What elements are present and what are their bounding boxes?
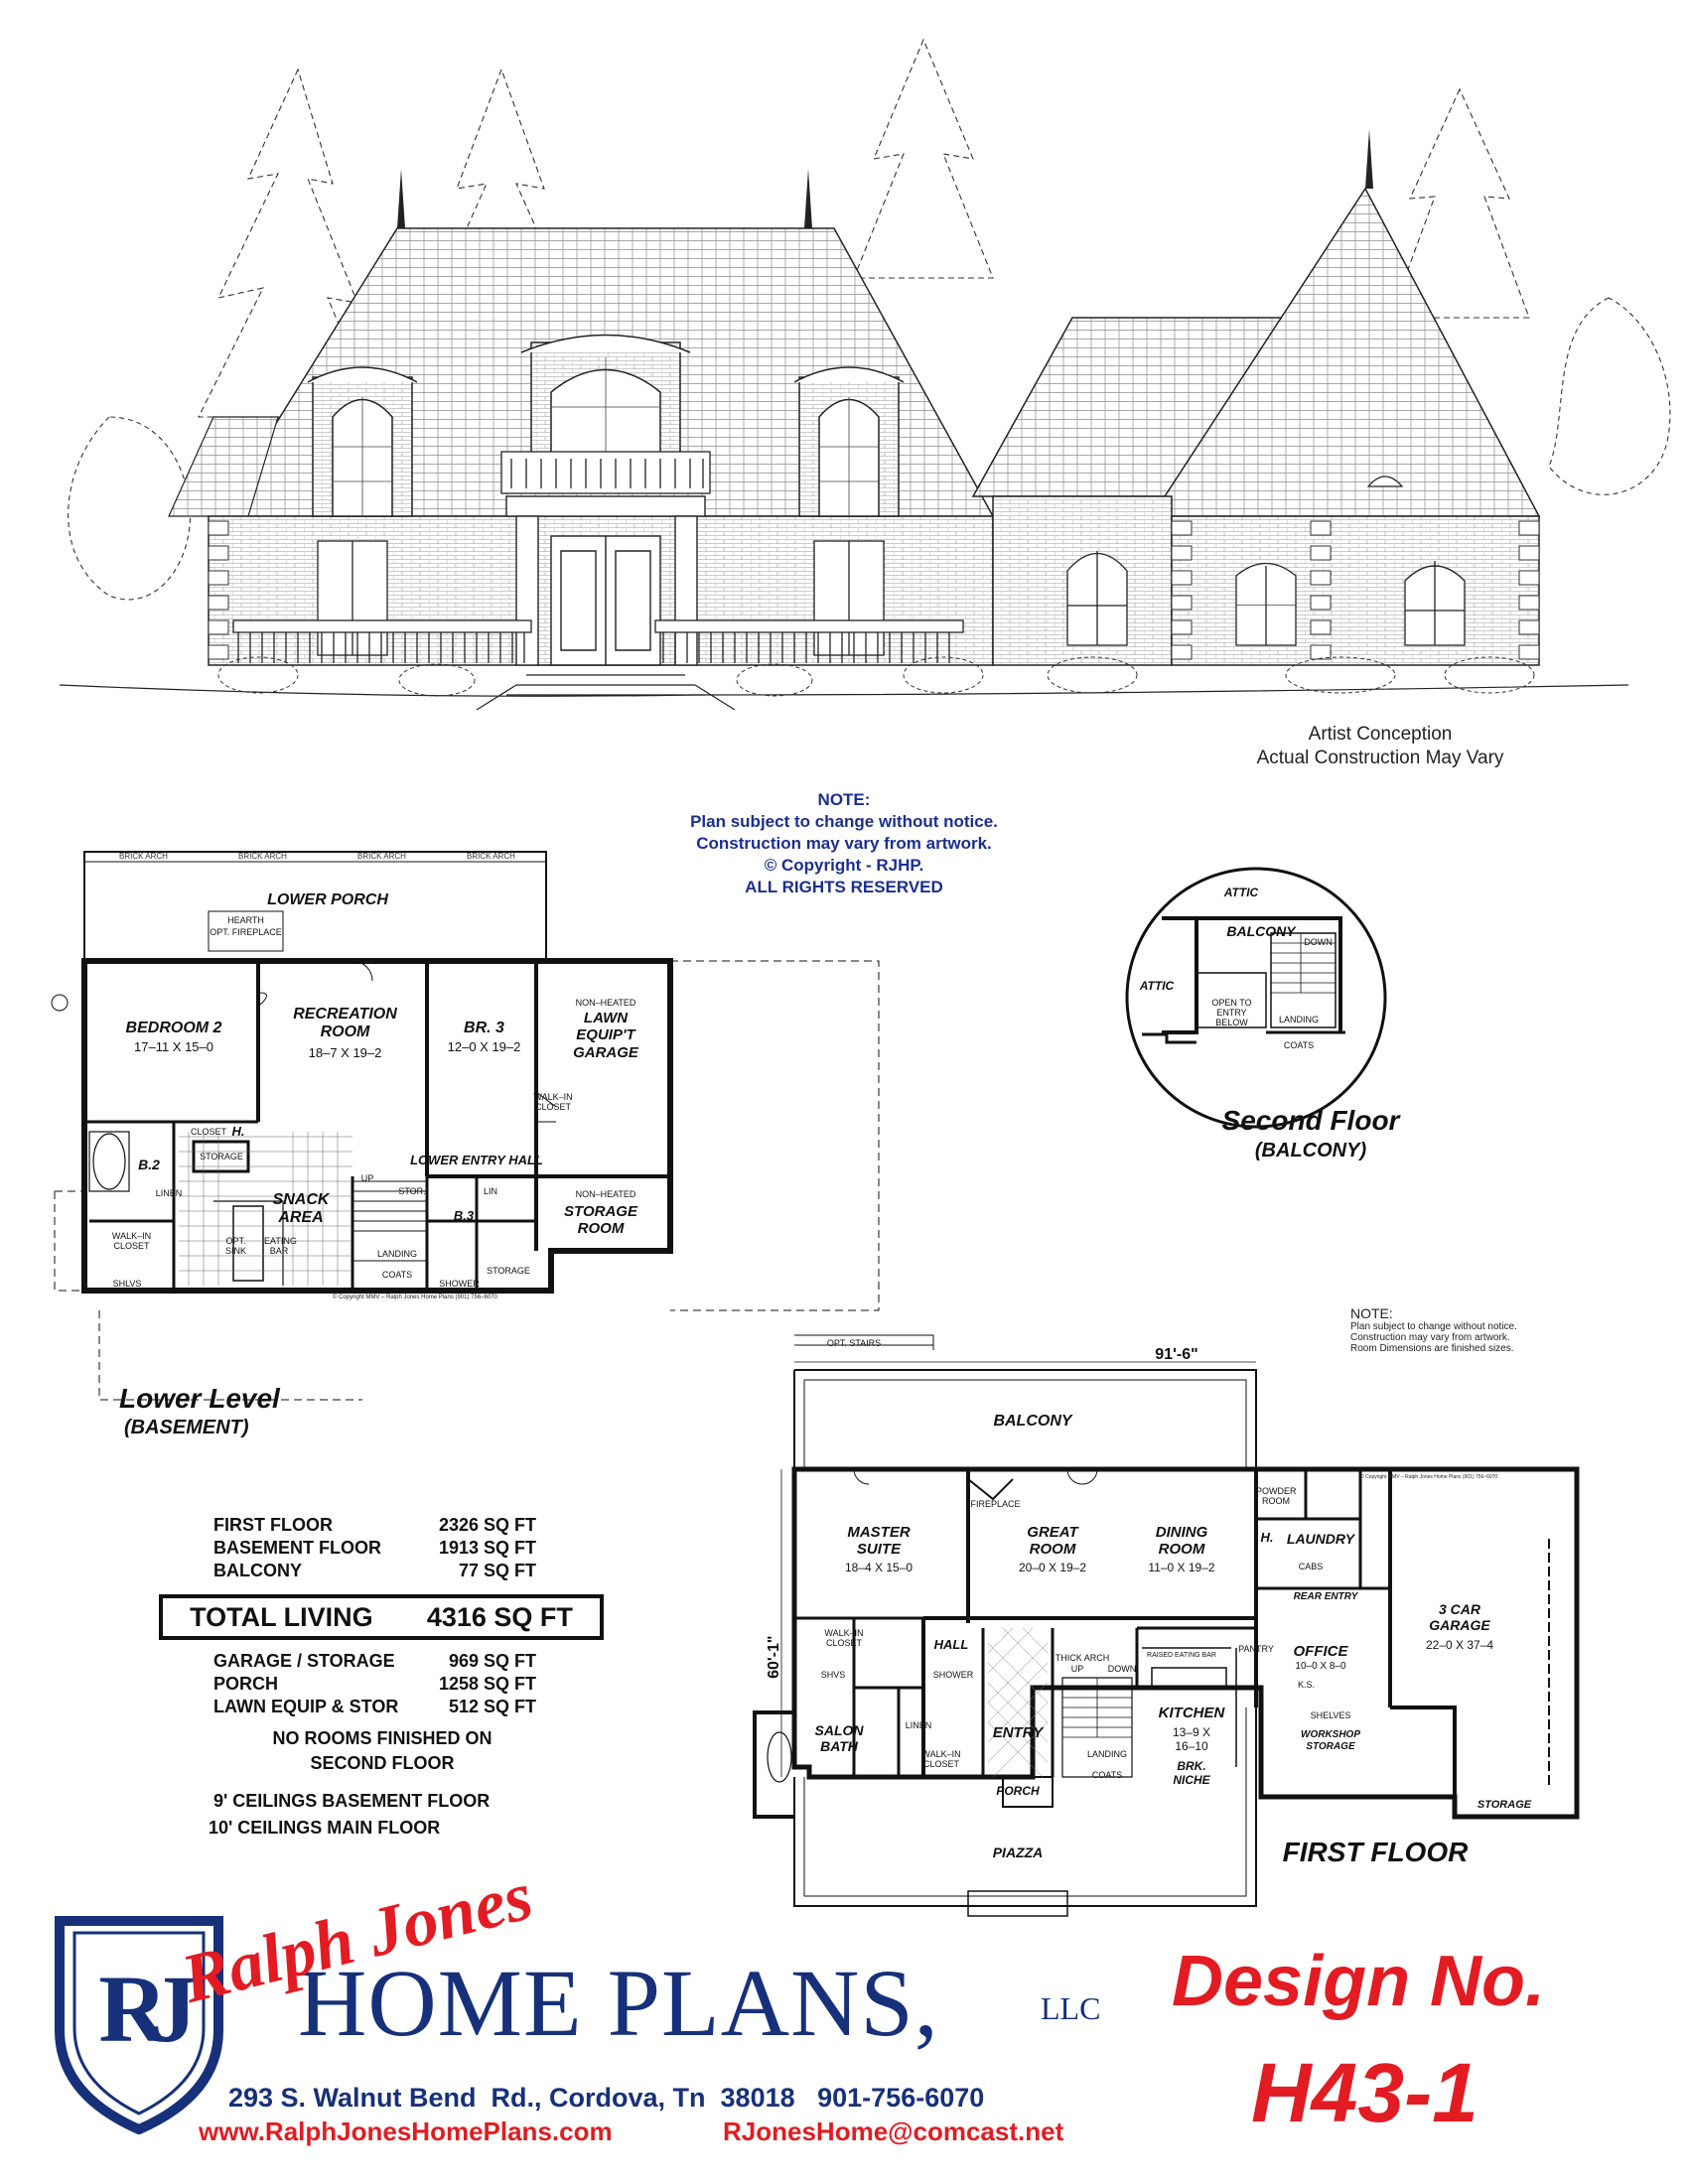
opt-stairs-label: OPT. STAIRS [826, 1338, 882, 1348]
note-line1: Plan subject to change without notice. [690, 812, 998, 832]
ceilings-line1: 9' CEILINGS BASEMENT FLOOR [213, 1791, 491, 1812]
fireplace-1st-label: FIREPLACE [970, 1499, 1021, 1509]
note-copyright: © Copyright - RJHP. [764, 856, 924, 876]
fireplace-label: OPT. FIREPLACE [210, 927, 282, 937]
powder-room-label: POWDER ROOM [1256, 1486, 1297, 1506]
garage-storage-label: STORAGE [1477, 1799, 1532, 1811]
sqft-label: LAWN EQUIP & STOR [213, 1697, 399, 1716]
caption-line2: Actual Construction May Vary [1256, 747, 1504, 768]
attic-left-label: ATTIC [1139, 979, 1175, 993]
lawn-nonheated-label: NON–HEATED [575, 998, 636, 1008]
up-label: UP [360, 1173, 374, 1183]
attic-top-label: ATTIC [1223, 886, 1259, 899]
thick-arch-label: THICK ARCH [1055, 1653, 1110, 1663]
shower-label: SHOWER [439, 1279, 480, 1289]
no-rooms-line1: NO ROOMS FINISHED ON [272, 1728, 492, 1748]
hearth-label: HEARTH [227, 915, 264, 925]
brick-arch-label-1: BRICK ARCH [119, 852, 168, 861]
storage-nonheated-label: NON–HEATED [575, 1189, 636, 1199]
second-floor-subtitle: (BALCONY) [1254, 1140, 1367, 1161]
walkin-closet-1-label: WALK–IN CLOSET [824, 1628, 864, 1648]
shelves-label: SHELVES [1310, 1710, 1351, 1720]
rear-entry-label: REAR ENTRY [1293, 1591, 1358, 1602]
closet-label: CLOSET [190, 1127, 226, 1137]
company-address: 293 S. Walnut Bend Rd., Cordova, Tn 38018 901-756-6070 [228, 2083, 985, 2113]
bedroom-2-dims: 17–11 X 15–0 [134, 1039, 213, 1054]
design-number-label: Design No. [1172, 1942, 1546, 2021]
storage-b3-label: STORAGE [487, 1266, 530, 1276]
office-dims: 10–0 X 8–0 [1295, 1661, 1346, 1672]
b2-label: B.2 [138, 1157, 160, 1172]
cabs-label: CABS [1298, 1562, 1324, 1571]
storage-room-label: STORAGE ROOM [564, 1203, 637, 1238]
office-label: OFFICE [1293, 1643, 1348, 1660]
hall-label: HALL [933, 1637, 969, 1652]
sqft-value: 969 SQ FT [448, 1651, 536, 1671]
lower-level-copyright: © Copyright MMV – Ralph Jones Home Plans (901) 756–6070 [333, 1295, 497, 1300]
shvs-label: SHVS [820, 1670, 846, 1680]
br-3-label: BR. 3 [464, 1020, 504, 1036]
recreation-room-label: RECREATION ROOM [293, 1006, 397, 1041]
pantry-label: PANTRY [1238, 1644, 1274, 1654]
coats-label: COATS [381, 1270, 413, 1280]
laundry-label: LAUNDRY [1286, 1531, 1355, 1547]
no-rooms-line2: SECOND FLOOR [310, 1753, 455, 1774]
square-footage-block [149, 1514, 616, 1842]
sqft-bottom-table [213, 1650, 536, 1718]
note-right-line2: Construction may vary from artwork. [1350, 1332, 1510, 1343]
entry-label: ENTRY [992, 1724, 1044, 1741]
ceilings-note [209, 1788, 616, 1842]
note-right-title: NOTE: [1350, 1305, 1393, 1321]
breakfast-niche-label: BRK. NICHE [1173, 1759, 1210, 1787]
sqft-row [213, 1696, 536, 1718]
landing-label: LANDING [376, 1249, 417, 1259]
shlvs-label: SHLVS [112, 1279, 142, 1289]
brand-llc: LLC [1041, 1990, 1101, 2026]
great-room-label: GREAT ROOM [1027, 1524, 1078, 1559]
sqft-label: GARAGE / STORAGE [213, 1651, 395, 1671]
overall-depth-dim: 60'-1" [765, 1635, 782, 1679]
kitchen-label: KITCHEN [1158, 1705, 1225, 1721]
linen-1st-label: LINEN [905, 1720, 932, 1730]
walkin-closet-2-label: WALK–IN CLOSET [921, 1749, 961, 1769]
design-number-value: H43-1 [1251, 2046, 1478, 2139]
down-1st-label: DOWN [1107, 1664, 1137, 1674]
garage-dims: 22–0 X 37–4 [1425, 1638, 1494, 1652]
note-rights: ALL RIGHTS RESERVED [745, 878, 943, 897]
sqft-label: FIRST FLOOR [213, 1515, 333, 1535]
coats-2nd-label: COATS [1283, 1040, 1315, 1050]
walkin-closet-b2-label: WALK–IN CLOSET [111, 1231, 152, 1251]
second-floor-title: Second Floor [1221, 1105, 1400, 1136]
br-3-dims: 12–0 X 19–2 [447, 1039, 521, 1054]
sqft-row [213, 1537, 536, 1560]
rj-monogram: RJ [98, 1956, 180, 2062]
lawn-equip-label: LAWN EQUIP'T GARAGE [573, 1010, 638, 1061]
laundry-h-label: H. [1260, 1530, 1274, 1545]
caption-line1: Artist Conception [1308, 724, 1453, 745]
piazza-label: PIAZZA [992, 1844, 1044, 1860]
company-email[interactable]: RJonesHome@comcast.net [723, 2116, 1064, 2146]
salon-bath-label: SALON BATH [814, 1722, 864, 1755]
snack-area-label: SNACK AREA [272, 1191, 330, 1227]
note-right-line1: Plan subject to change without notice. [1350, 1321, 1517, 1332]
no-rooms-note [149, 1726, 616, 1776]
brick-arch-label-3: BRICK ARCH [357, 852, 406, 861]
brand-home-plans: HOME PLANS, [298, 1950, 939, 2056]
overall-width-dim: 91'-6" [1155, 1346, 1198, 1363]
dining-room-label: DINING ROOM [1155, 1524, 1208, 1559]
ks-label: K.S. [1297, 1680, 1315, 1690]
landing-2nd-label: LANDING [1278, 1015, 1319, 1024]
sqft-row [213, 1673, 536, 1696]
total-living-label: TOTAL LIVING [190, 1601, 373, 1632]
first-floor-title: FIRST FLOOR [1282, 1837, 1469, 1867]
linen-label: LINEN [155, 1188, 183, 1198]
sqft-value: 512 SQ FT [448, 1697, 536, 1716]
sqft-label: PORCH [213, 1674, 279, 1694]
garage-label: 3 CAR GARAGE [1429, 1601, 1490, 1634]
eating-bar-label: EATING BAR [264, 1236, 297, 1256]
brand-script-name: Ralph Jones [174, 1857, 540, 2019]
master-suite-dims: 18–4 X 15–0 [844, 1561, 914, 1574]
walkin-closet-br3-label: WALK–IN CLOSET [533, 1092, 573, 1112]
porch-label: PORCH [996, 1784, 1040, 1798]
lower-level-title: Lower Level [119, 1383, 280, 1414]
balcony-1st-label: BALCONY [993, 1413, 1072, 1430]
brick-arch-label-2: BRICK ARCH [238, 852, 287, 861]
sqft-value: 77 SQ FT [458, 1561, 536, 1580]
note-line2: Construction may vary from artwork. [696, 834, 992, 854]
lin-label: LIN [483, 1186, 497, 1196]
recreation-room-dims: 18–7 X 19–2 [308, 1045, 382, 1060]
lower-porch-label: LOWER PORCH [267, 891, 388, 908]
sqft-row [213, 1514, 536, 1537]
b3-label: B.3 [453, 1208, 475, 1223]
lower-level-subtitle: (BASEMENT) [124, 1417, 249, 1438]
hall-h-label: H. [231, 1124, 245, 1139]
landing-1st-label: LANDING [1086, 1749, 1127, 1759]
balcony-2nd-label: BALCONY [1226, 923, 1296, 939]
sqft-value: 2326 SQ FT [438, 1515, 536, 1535]
opt-sink-label: OPT. SINK [224, 1236, 246, 1256]
note-right-line3: Room Dimensions are finished sizes. [1350, 1343, 1514, 1354]
ceilings-line2: 10' CEILINGS MAIN FLOOR [209, 1818, 441, 1839]
stor-label: STOR. [398, 1186, 426, 1196]
great-room-dims: 20–0 X 19–2 [1018, 1561, 1087, 1574]
storage-small-label: STORAGE [200, 1152, 243, 1161]
up-1st-label: UP [1070, 1664, 1084, 1674]
total-living-value: 4316 SQ FT [426, 1601, 573, 1632]
first-floor-copyright: © Copyright MMV – Ralph Jones Home Plans (901) 756–6070 [1360, 1474, 1498, 1480]
shower-1st-label: SHOWER [932, 1670, 974, 1680]
brick-arch-label-4: BRICK ARCH [467, 852, 515, 861]
sqft-top-table [213, 1514, 536, 1582]
total-living-box [159, 1594, 604, 1640]
sqft-label: BALCONY [213, 1561, 302, 1580]
master-suite-label: MASTER SUITE [847, 1524, 911, 1559]
dining-room-dims: 11–0 X 19–2 [1148, 1561, 1215, 1574]
sqft-row [213, 1560, 536, 1582]
sqft-value: 1913 SQ FT [438, 1538, 536, 1558]
sqft-row [213, 1650, 536, 1673]
down-2nd-label: DOWN [1304, 937, 1333, 947]
coats-1st-label: COATS [1091, 1770, 1123, 1780]
open-to-entry-label: OPEN TO ENTRY BELOW [1211, 998, 1252, 1027]
note-title: NOTE: [817, 790, 871, 809]
company-website[interactable]: www.RalphJonesHomePlans.com [199, 2116, 613, 2146]
kitchen-dims: 13–9 X 16–10 [1172, 1725, 1211, 1753]
raised-bar-label: RAISED EATING BAR [1147, 1652, 1216, 1659]
sqft-label: BASEMENT FLOOR [213, 1538, 381, 1558]
workshop-label: WORKSHOP STORAGE [1301, 1729, 1360, 1752]
bedroom-2-label: BEDROOM 2 [125, 1020, 222, 1036]
lower-entry-hall-label: LOWER ENTRY HALL [410, 1153, 543, 1167]
sqft-value: 1258 SQ FT [438, 1674, 536, 1694]
